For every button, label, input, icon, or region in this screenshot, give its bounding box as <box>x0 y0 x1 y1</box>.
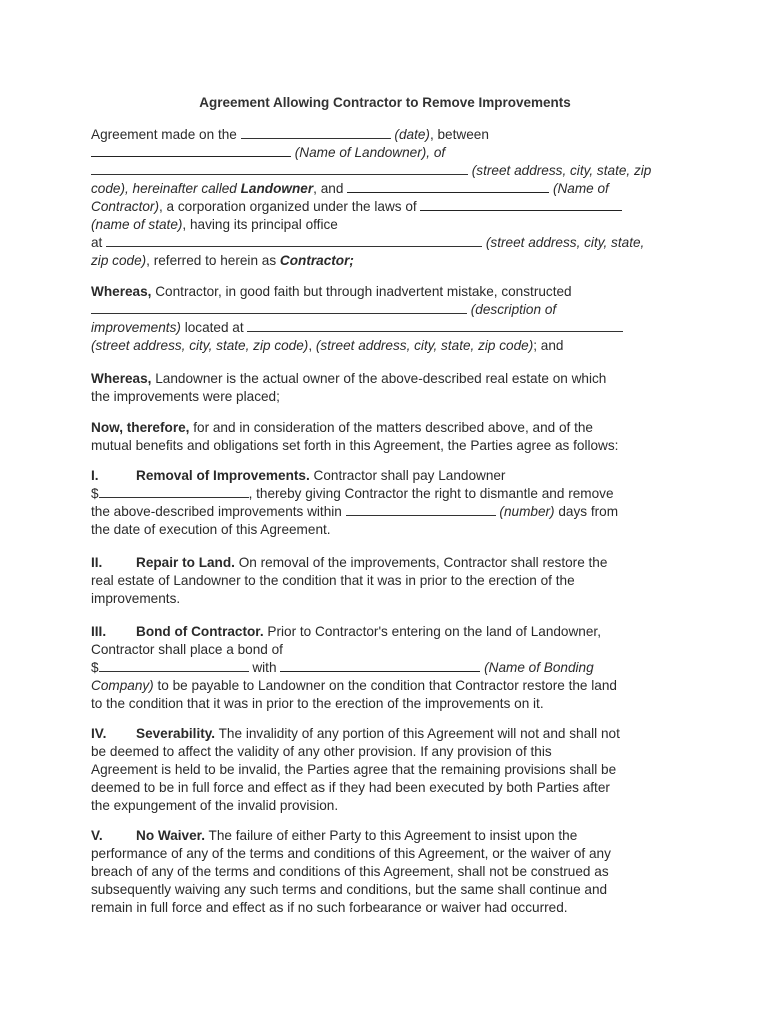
section-1-line-3 <box>91 503 618 521</box>
intro-line-6 <box>91 216 338 234</box>
whereas-2-line-2: the improvements were placed; <box>91 389 280 404</box>
intro-line-3 <box>91 162 651 180</box>
days-number-blank[interactable] <box>346 503 496 516</box>
date-blank[interactable] <box>241 126 391 139</box>
improvements-description-blank[interactable] <box>91 301 467 314</box>
number-label: (number) <box>499 504 555 519</box>
intro-line-1 <box>91 126 489 144</box>
whereas-2-line-1 <box>91 370 606 388</box>
section-heading: Repair to Land. <box>136 555 235 570</box>
section-text: with <box>252 660 277 675</box>
intro-line-2 <box>91 144 445 162</box>
address-label: (street address, city, state, <box>485 235 645 250</box>
section-3-line-2: Contractor shall place a bond of <box>91 642 283 657</box>
now-therefore-label: Now, therefore, <box>91 420 190 435</box>
address-label: (street address, city, state, zip <box>471 163 652 178</box>
dollar-sign: $ <box>91 660 99 675</box>
section-2-line-1 <box>91 554 607 572</box>
section-number: III. <box>91 624 107 639</box>
section-5-line-5: remain in full force and effect as if no such forbearance or waiver had occurred. <box>91 900 568 915</box>
payment-amount-blank[interactable] <box>99 485 249 498</box>
section-heading: Removal of Improvements. <box>136 468 310 483</box>
section-text: , thereby giving Contractor the right to dismantle and remove <box>248 486 614 501</box>
state-blank[interactable] <box>420 198 622 211</box>
address-label: (street address, city, state, zip code) <box>315 338 534 353</box>
landowner-name-label: (Name of Landowner) <box>294 145 427 160</box>
whereas-text: Landowner is the actual owner of the above-described real estate on which <box>155 371 607 386</box>
intro-text: , of <box>426 145 446 160</box>
section-text: The failure of either Party to this Agreement to insist upon the <box>208 828 578 843</box>
intro-text: code), hereinafter called <box>91 181 237 196</box>
intro-text: , having its principal office <box>182 217 338 232</box>
now-therefore-line-2: mutual benefits and obligations set forth in this Agreement, the Parties agree as follows: <box>91 438 619 453</box>
contractor-term: Contractor; <box>279 253 354 268</box>
landowner-address-blank[interactable] <box>91 162 468 175</box>
whereas-text: Contractor, in good faith but through inadvertent mistake, constructed <box>155 284 572 299</box>
intro-line-4 <box>91 180 609 198</box>
intro-text: at <box>91 235 103 250</box>
section-1-line-1 <box>91 467 505 485</box>
section-3-line-1 <box>91 623 601 641</box>
address-label: (street address, city, state, zip code) <box>91 338 309 353</box>
section-5-line-4: subsequently waiving any such terms and conditions, but the same shall continue and <box>91 882 608 897</box>
principal-office-blank[interactable] <box>106 234 482 247</box>
landowner-name-blank[interactable] <box>91 144 291 157</box>
improvements-location-blank[interactable] <box>247 319 623 332</box>
intro-line-5 <box>91 198 622 216</box>
description-label: improvements) <box>91 320 181 335</box>
whereas-1-line-4 <box>91 337 563 355</box>
section-text: the above-described improvements within <box>91 504 342 519</box>
section-text: to be payable to Landowner on the condition that Contractor restore the land <box>157 678 617 693</box>
section-3-line-5: to the condition that it was in prior to the erection of the improvements on it. <box>91 696 544 711</box>
intro-text: , between <box>429 127 489 142</box>
now-therefore-text: for and in consideration of the matters described above, and of the <box>193 420 593 435</box>
document-title: Agreement Allowing Contractor to Remove Improvements <box>199 95 571 110</box>
section-3-line-4 <box>91 677 617 695</box>
section-text: days from <box>558 504 619 519</box>
section-2-line-3: improvements. <box>91 591 181 606</box>
section-text: Prior to Contractor's entering on the land of Landowner, <box>267 624 601 639</box>
date-label: (date) <box>394 127 430 142</box>
section-text: On removal of the improvements, Contractor shall restore the <box>238 555 608 570</box>
section-4-line-1 <box>91 725 620 743</box>
contractor-name-label: (Name of <box>552 181 609 196</box>
section-4-line-4: deemed to be in full force and effect as if they had been executed by both Parties after <box>91 780 610 795</box>
now-therefore-line-1 <box>91 419 593 437</box>
section-1-line-2 <box>91 485 614 503</box>
intro-text: , a corporation organized under the laws of <box>159 199 417 214</box>
dollar-sign: $ <box>91 486 99 501</box>
whereas-text: , <box>308 338 313 353</box>
intro-text: Agreement made on the <box>91 127 237 142</box>
address-label: zip code) <box>91 253 147 268</box>
whereas-label: Whereas, <box>91 371 152 386</box>
intro-text: , and <box>313 181 344 196</box>
section-number: IV. <box>91 726 107 741</box>
description-label: (description of <box>470 302 557 317</box>
section-5-line-1 <box>91 827 577 845</box>
section-2-line-2: real estate of Landowner to the condition that it was in prior to the erection of the <box>91 573 575 588</box>
whereas-1-line-1 <box>91 283 572 301</box>
section-number: II. <box>91 555 103 570</box>
section-heading: Severability. <box>136 726 216 741</box>
section-number: V. <box>91 828 103 843</box>
section-5-line-2: performance of any of the terms and conditions of this Agreement, or the waiver of any <box>91 846 611 861</box>
bonding-label: Company) <box>91 678 154 693</box>
whereas-1-line-2 <box>91 301 556 319</box>
intro-text: , referred to herein as <box>146 253 277 268</box>
bond-amount-blank[interactable] <box>99 659 249 672</box>
section-4-line-3: Agreement is held to be invalid, the Parties agree that the remaining provisions shall be <box>91 762 617 777</box>
section-4-line-5: the expungement of the invalid provision. <box>91 798 339 813</box>
contractor-name-blank[interactable] <box>347 180 549 193</box>
intro-line-8 <box>91 252 354 270</box>
landowner-term: Landowner <box>240 181 314 196</box>
section-3-line-3 <box>91 659 594 677</box>
whereas-1-line-3 <box>91 319 623 337</box>
section-number: I. <box>91 468 99 483</box>
bonding-company-blank[interactable] <box>280 659 480 672</box>
whereas-text: ; and <box>533 338 564 353</box>
state-label: (name of state) <box>91 217 183 232</box>
contractor-name-label: Contractor) <box>91 199 159 214</box>
section-4-line-2: be deemed to affect the validity of any other provision. If any provision of this <box>91 744 552 759</box>
section-heading: No Waiver. <box>136 828 205 843</box>
intro-line-7 <box>91 234 644 252</box>
section-text: The invalidity of any portion of this Agreement will not and shall not <box>218 726 620 741</box>
whereas-label: Whereas, <box>91 284 152 299</box>
section-1-line-4: the date of execution of this Agreement. <box>91 522 331 537</box>
bonding-label: (Name of Bonding <box>484 660 594 675</box>
whereas-text: located at <box>184 320 244 335</box>
section-5-line-3: breach of any of the terms and conditions of this Agreement, shall not be construed as <box>91 864 609 879</box>
section-text: Contractor shall pay Landowner <box>313 468 506 483</box>
section-heading: Bond of Contractor. <box>136 624 264 639</box>
